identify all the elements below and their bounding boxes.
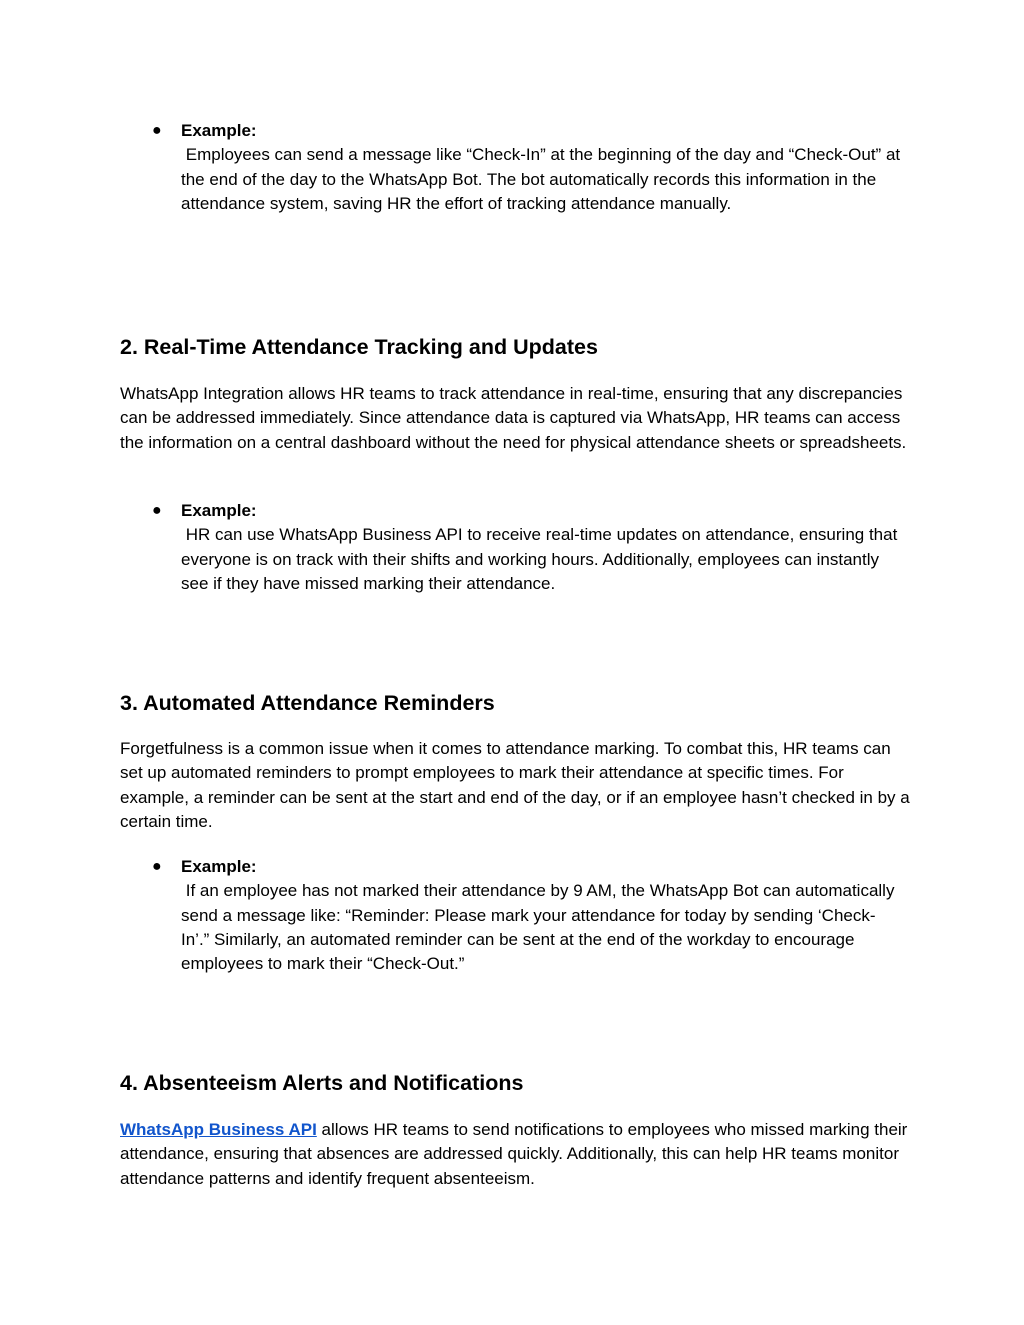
bullet-label: Example:: [181, 857, 257, 876]
bullet-text: If an employee has not marked their attendance by 9 AM, the WhatsApp Bot can automatically send a message like: “Reminder: Please mark your attendance for today by sending ‘Check-In’.” Similarly, an automated reminder can be sent at the end of the workday to encourage employees to mark their “Check-Out.”: [181, 881, 900, 974]
section-2-heading-block: [120, 333, 910, 361]
bullet-label: Example:: [181, 501, 257, 520]
section-paragraph: [120, 1118, 910, 1191]
section-3-heading-block: [120, 689, 910, 717]
bullet-body: [181, 119, 905, 216]
bullet-icon: ●: [152, 122, 162, 139]
section-3-paragraph-block: [120, 737, 910, 834]
section-heading: 2. Real-Time Attendance Tracking and Updates: [120, 335, 598, 359]
section-4-heading-block: [120, 1069, 910, 1097]
section-heading: 4. Absenteeism Alerts and Notifications: [120, 1071, 524, 1095]
paragraph-text: allows HR teams to send notifications to employees who missed marking their attendance, ensuring that absences are addressed quickly. Additionally, this can help HR teams monitor attendance patterns and identify frequent absenteeism.: [120, 1120, 908, 1188]
bullet-icon: ●: [152, 502, 162, 519]
section-heading: 3. Automated Attendance Reminders: [120, 691, 495, 715]
section-paragraph: Forgetfulness is a common issue when it comes to attendance marking. To combat this, HR teams can set up automated reminders to prompt employees to mark their attendance at specific times. For example, a reminder can be sent at the start and end of the day, or if an employee hasn’t checked in by a certain time.: [120, 739, 910, 831]
bullet-text: HR can use WhatsApp Business API to receive real-time updates on attendance, ensuring that everyone is on track with their shifts and working hours. Additionally, employees can instantly see if they have missed marking their attendance.: [181, 525, 903, 593]
bullet-label: Example:: [181, 121, 257, 140]
bullet-body: [181, 499, 901, 596]
section-2-paragraph-block: [120, 382, 910, 455]
bullet-body: [181, 855, 901, 976]
bullet-text: Employees can send a message like “Check-In” at the beginning of the day and “Check-Out” at the end of the day to the WhatsApp Bot. The bot automatically records this information in the attendance system, saving HR the effort of tracking attendance manually.: [181, 145, 905, 213]
section-paragraph: WhatsApp Integration allows HR teams to track attendance in real-time, ensuring that any discrepancies can be addressed immediately. Since attendance data is captured via WhatsApp, HR teams can access the information on a central dashboard without the need for physical attendance sheets or spreadsheets.: [120, 384, 907, 452]
bullet-icon: ●: [152, 858, 162, 875]
whatsapp-business-api-link[interactable]: WhatsApp Business API: [120, 1120, 317, 1139]
section-4-paragraph-block: [120, 1118, 910, 1191]
